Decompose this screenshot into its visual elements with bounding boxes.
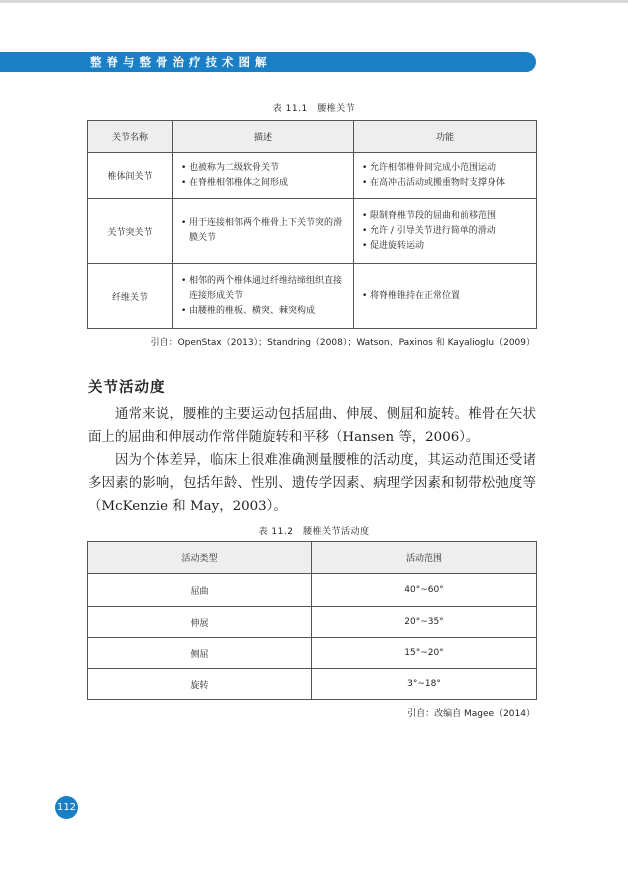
description-cell	[173, 264, 354, 329]
column-header: 描述	[173, 121, 354, 153]
range-of-motion-table	[87, 541, 537, 700]
motion-range-cell: 20°~35°	[312, 607, 537, 638]
function-item: • 在高冲击活动或搬重物时支撑身体	[362, 176, 528, 191]
table1-caption: 表 11.1 腰椎关节	[272, 104, 356, 114]
running-header-title: 整脊与整骨治疗技术图解	[90, 55, 272, 69]
column-header: 功能	[354, 121, 537, 153]
function-item: • 允许相邻椎骨间完成小范围运动	[362, 161, 528, 176]
top-rule	[0, 0, 628, 3]
function-cell	[354, 264, 537, 329]
table-row	[88, 669, 537, 700]
motion-range-cell: 40°~60°	[312, 574, 537, 607]
function-cell	[354, 199, 537, 264]
table-header-row	[88, 121, 537, 153]
description-item: • 由腰椎的椎板、横突、棘突构成	[181, 304, 345, 319]
description-item: • 也被称为二级软骨关节	[181, 161, 345, 176]
table-row	[88, 574, 537, 607]
table1-source: 引自：OpenStax（2013）；Standring（2008）；Watson、Paxinos 和 Kayalioglu（2009）	[150, 338, 535, 348]
column-header: 活动范围	[312, 542, 537, 574]
table-row	[88, 607, 537, 638]
joint-name-cell: 关节突关节	[88, 199, 173, 264]
table-row	[88, 638, 537, 669]
column-header: 活动类型	[88, 542, 312, 574]
section-heading: 关节活动度	[88, 380, 166, 396]
joint-name-cell: 纤维关节	[88, 264, 173, 329]
motion-type-cell: 屈曲	[88, 574, 312, 607]
function-item: • 将脊椎锥持在正常位置	[362, 289, 528, 304]
table-header-row	[88, 542, 537, 574]
description-cell	[173, 153, 354, 199]
body-paragraph: 通常来说，腰椎的主要运动包括屈曲、伸展、侧屈和旋转。椎骨在矢状面上的屈曲和伸展动作常伴随旋转和平移（Hansen 等，2006）。	[88, 407, 536, 445]
joint-name-cell: 椎体间关节	[88, 153, 173, 199]
function-item: • 限制脊椎节段的屈曲和前移范围	[362, 209, 528, 224]
motion-range-cell: 15°~20°	[312, 638, 537, 669]
body-paragraph: 因为个体差异，临床上很难准确测量腰椎的活动度，其运动范围还受诸多因素的影响，包括年龄、性别、遗传学因素、病理学因素和韧带松弛度等（McKenzie 和 May，2003）。	[88, 453, 536, 514]
table2-caption: 表 11.2 腰椎关节活动度	[258, 527, 370, 537]
motion-type-cell: 侧屈	[88, 638, 312, 669]
joints-table	[87, 120, 537, 329]
table-row	[88, 264, 537, 329]
table2-source: 引自：改编自 Magee（2014）	[407, 709, 535, 719]
motion-range-cell: 3°~18°	[312, 669, 537, 700]
description-cell	[173, 199, 354, 264]
page-number: 112	[55, 796, 78, 819]
table-row	[88, 153, 537, 199]
column-header: 关节名称	[88, 121, 173, 153]
description-item: • 在脊椎相邻椎体之间形成	[181, 176, 345, 191]
description-item: • 相邻的两个椎体通过纤维结缔组织直接连接形成关节	[181, 274, 345, 304]
function-item: • 促进旋转运动	[362, 239, 528, 254]
table-row	[88, 199, 537, 264]
description-item: • 用于连接相邻两个椎骨上下关节突的滑膜关节	[181, 216, 345, 246]
function-item: • 允许 / 引导关节进行简单的滑动	[362, 224, 528, 239]
motion-type-cell: 伸展	[88, 607, 312, 638]
motion-type-cell: 旋转	[88, 669, 312, 700]
function-cell	[354, 153, 537, 199]
